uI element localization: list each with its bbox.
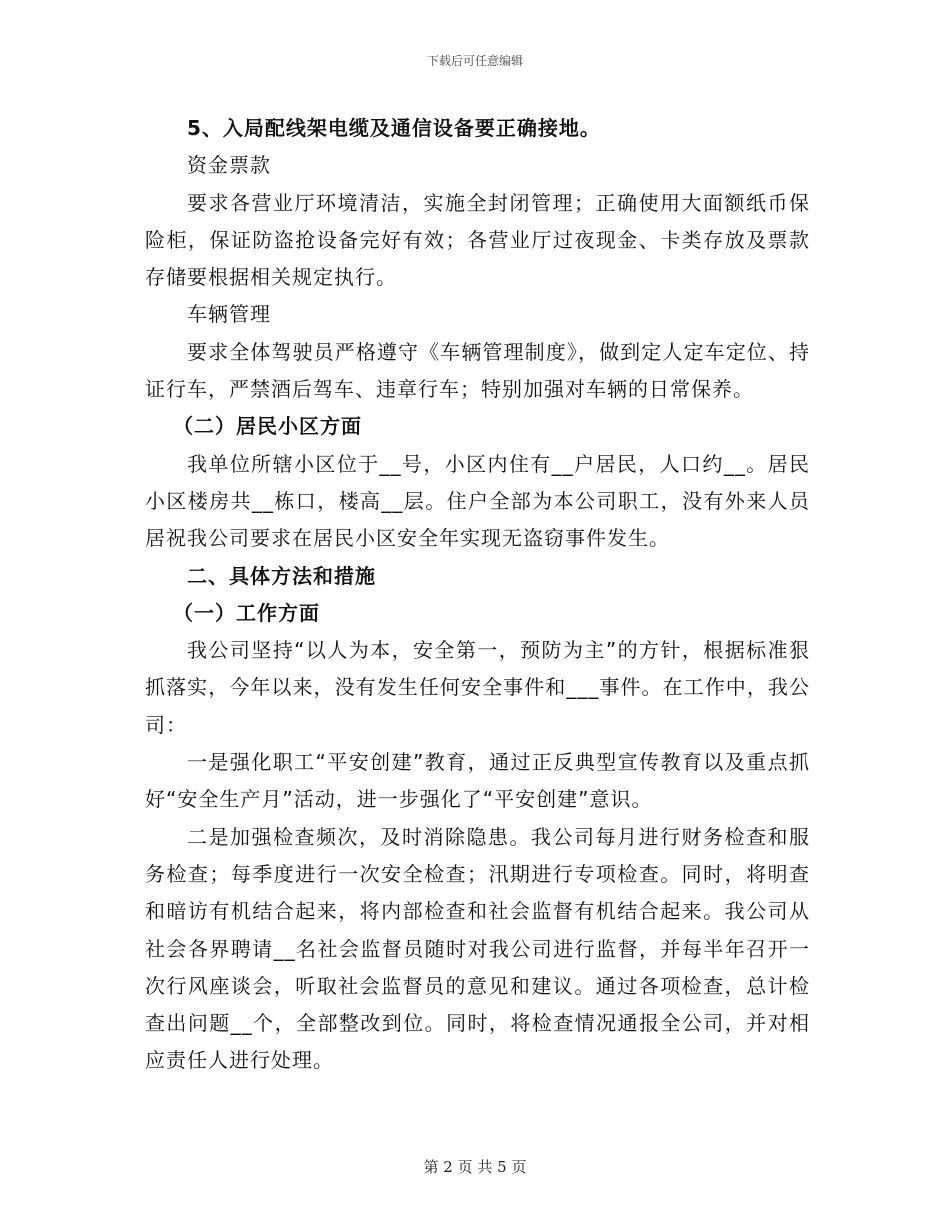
section-heading: 二、具体方法和措施 xyxy=(187,563,376,588)
paragraph: 要求全体驾驶员严格遵守《车辆管理制度》，做到定人定车定位、持证行车，严禁酒后驾车、违章行车；特别加强对车辆的日常保养。 xyxy=(145,339,810,402)
paragraph: 要求各营业厅环境清洁，实施全封闭管理；正确使用大面额纸币保险柜，保证防盗抢设备完好有效；各营业厅过夜现金、卡类存放及票款存储要根据相关规定执行。 xyxy=(145,190,810,290)
subheading-funds: 资金票款 xyxy=(187,153,271,178)
document-body xyxy=(145,110,810,1080)
page-footer: 第 2 页 共 5 页 xyxy=(423,1158,527,1176)
paragraph: 我公司坚持“以人为本，安全第一，预防为主”的方针，根据标准狠抓落实，今年以来，没有发生任何安全事件和___事件。在工作中，我公司： xyxy=(145,638,810,737)
subheading-vehicles: 车辆管理 xyxy=(187,302,271,327)
paragraph: 我单位所辖小区位于__号，小区内住有__户居民，人口约__。居民小区楼房共__栋口，楼高__层。住户全部为本公司职工，没有外来人员居祝我公司要求在居民小区安全年实现无盗窃事件发生。 xyxy=(145,451,810,551)
subsection-heading: （二）居民小区方面 xyxy=(173,414,362,439)
section-heading: 5、入局配线架电缆及通信设备要正确接地。 xyxy=(187,116,601,140)
subsection-heading: （一）工作方面 xyxy=(173,600,320,625)
page-header: 下载后可任意编辑 xyxy=(426,54,523,68)
paragraph: 一是强化职工“平安创建”教育，通过正反典型宣传教育以及重点抓好“安全生产月”活动，进一步强化了“平安创建”意识。 xyxy=(145,750,810,812)
paragraph: 二是加强检查频次，及时消除隐患。我公司每月进行财务检查和服务检查；每季度进行一次安全检查；汛期进行专项检查。同时，将明查和暗访有机结合起来，将内部检查和社会监督有机结合起来。我公司从社会各界聘请__名社会监督员随时对我公司进行监督，并每半年召开一次行风座谈会，听取社会监督员的意见和建议。通过各项检查，总计检查出问题__个，全部整改到位。同时，将检查情况通报全公司，并对相应责任人进行处理。 xyxy=(145,824,810,1073)
